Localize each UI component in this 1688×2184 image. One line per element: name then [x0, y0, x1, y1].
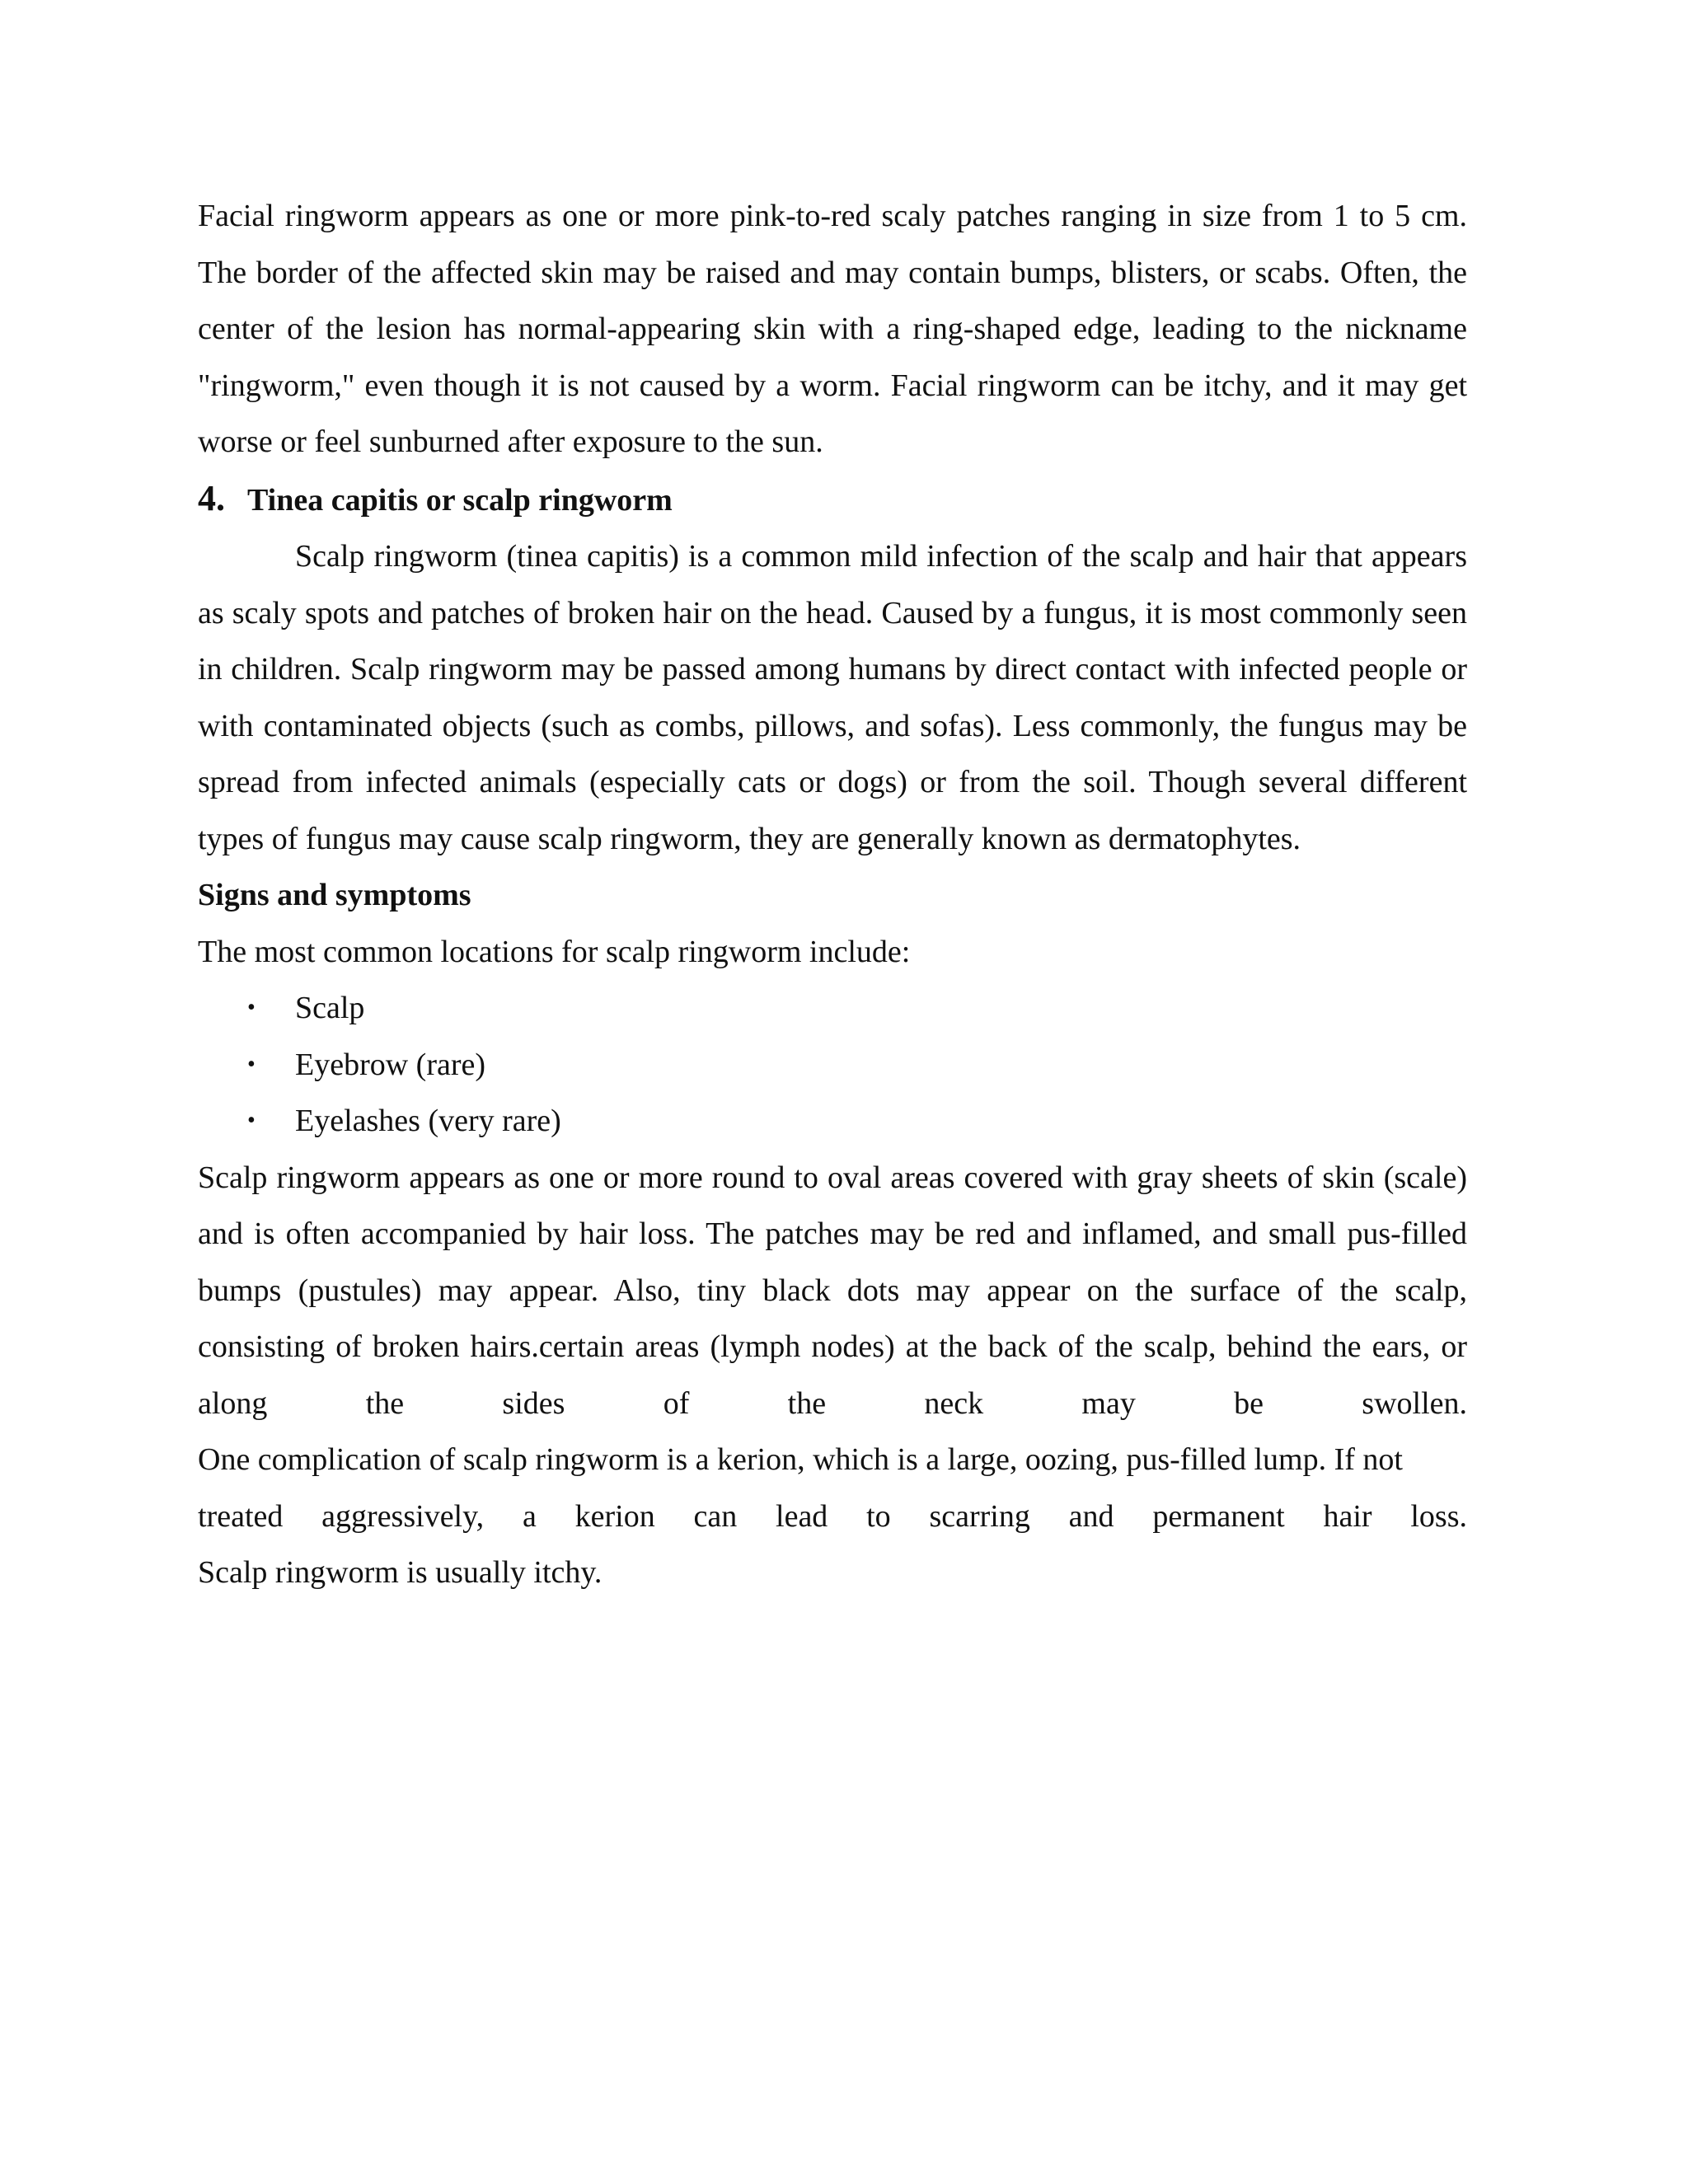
locations-intro: The most common locations for scalp ringworm include: — [198, 934, 911, 969]
facial-ringworm-paragraph: Facial ringworm appears as one or more pink-to-red scaly patches ranging in size from 1 to 5 cm. The border of the affected skin may be raised and may contain bumps, blisters, or scabs. Often, the center of the lesion has normal-appearing skin with a ring-shaped edge, leading to the nickname "ringworm," even though it is not caused by a worm. Facial ringworm can be itchy, and it may get worse or feel sunburned after exposure to the sun. — [198, 199, 1467, 459]
list-item: • Eyelashes (very rare) — [198, 1093, 1467, 1150]
bullet-icon: • — [247, 1108, 256, 1133]
document-page — [198, 188, 1467, 1601]
kerion-line-2: treated aggressively, a kerion can lead to scarring and permanent hair loss. — [198, 1498, 1467, 1534]
section-heading — [198, 471, 1467, 529]
scalp-ringworm-intro-paragraph: Scalp ringworm (tinea capitis) is a common mild infection of the scalp and hair that appears as scaly spots and patches of broken hair on the head. Caused by a fungus, it is most commonly seen in children. Scalp ringworm may be passed among humans by direct contact with infected people or with contaminated objects (such as combs, pillows, and sofas). Less commonly, the fungus may be spread from infected animals (especially cats or dogs) or from the soil. Though several different types of fungus may cause scalp ringworm, they are generally known as dermatophytes. — [198, 539, 1467, 856]
signs-symptoms-heading: Signs and symptoms — [198, 878, 471, 912]
kerion-line-1: One complication of scalp ringworm is a kerion, which is a large, oozing, pus-filled lump. If not — [198, 1442, 1403, 1477]
section-number: 4. — [198, 477, 225, 518]
locations-list — [198, 980, 1467, 1150]
kerion-line-3: Scalp ringworm is usually itchy. — [198, 1555, 603, 1590]
scalp-appearance-paragraph: Scalp ringworm appears as one or more round to oval areas covered with gray sheets of skin (scale) and is often accompanied by hair loss. The patches may be red and inflamed, and small pus-filled bumps (pustules) may appear. Also, tiny black dots may appear on the surface of the scalp, consisting of broken hairs.certain areas (lymph nodes) at the back of the scalp, behind the ears, or along the sides of the neck may be swollen. — [198, 1160, 1467, 1421]
bullet-icon: • — [247, 1051, 256, 1077]
bullet-icon: • — [247, 995, 256, 1020]
list-item: • Eyebrow (rare) — [198, 1037, 1467, 1094]
list-item: • Scalp — [198, 980, 1467, 1037]
section-title: Tinea capitis or scalp ringworm — [247, 482, 673, 518]
